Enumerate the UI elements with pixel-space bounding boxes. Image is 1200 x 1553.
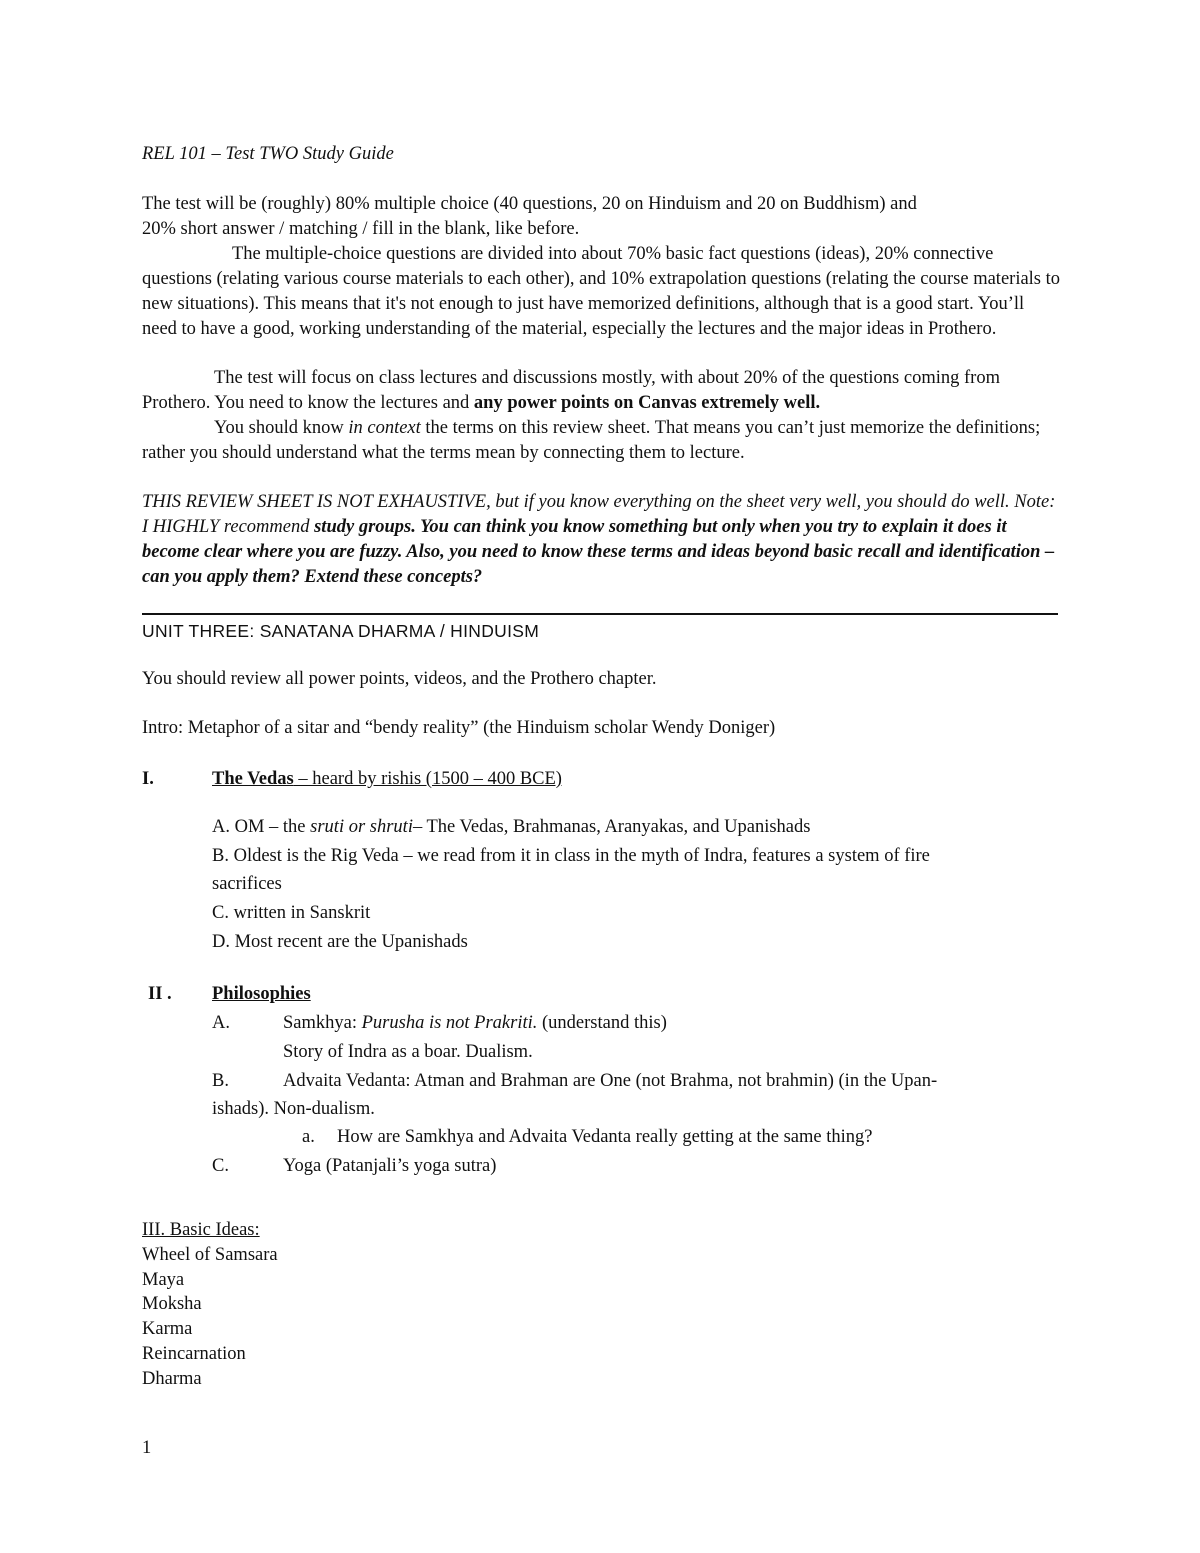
intro-metaphor: Intro: Metaphor of a sitar and “bendy reality” (the Hinduism scholar Wendy Doniger) — [142, 718, 776, 738]
warning-bold-text: study groups. You can think you know something but only when you try to explain it does it become clear where you are fuzzy. Also, you need to know these terms and ideas beyond basic recall and identification – can you apply them? Extend these concepts? — [142, 517, 1055, 587]
para3-italic: in context — [348, 418, 421, 438]
section-2-title: Philosophies — [212, 984, 311, 1004]
section-2-numeral: II . — [148, 984, 172, 1004]
section-divider — [142, 613, 1058, 615]
section-1-subtitle: – heard by rishis (1500 – 400 BCE) — [293, 769, 562, 789]
section-1-title: The Vedas — [212, 769, 294, 789]
item-a-pre: A. OM – the — [212, 817, 311, 837]
item-a-post: – The Vedas, Brahmanas, Aranyakas, and Upanishads — [412, 817, 811, 837]
section-2-item-b: Advaita Vedanta: Atman and Brahman are One (not Brahma, not brahmin) (in the Upan- — [283, 1071, 938, 1091]
section-1-heading — [142, 767, 562, 792]
section-2-item-a-line2: Story of Indra as a boar. Dualism. — [283, 1042, 533, 1062]
basic-idea-item: Wheel of Samsara — [142, 1245, 278, 1265]
section-1-item-c: C. written in Sanskrit — [212, 903, 371, 923]
para3-text-a: You should know — [214, 418, 349, 438]
review-note: You should review all power points, videos, and the Prothero chapter. — [142, 669, 657, 689]
section-1-item-d: D. Most recent are the Upanishads — [212, 932, 468, 952]
section-2-item-b-label: B. — [212, 1071, 229, 1091]
paragraph-focus — [142, 366, 1062, 416]
basic-idea-item: Dharma — [142, 1369, 202, 1389]
item-a-italic: sruti or shruti — [310, 817, 413, 837]
section-2-item-b-line2: ishads). Non-dualism. — [212, 1099, 375, 1119]
section-2-sub-a-label: a. — [302, 1127, 315, 1147]
section-1-numeral: I. — [142, 769, 154, 789]
unit-heading: UNIT THREE: SANATANA DHARMA / HINDUISM — [142, 621, 540, 641]
para3-text-c: the terms on this review sheet. That means you can’t just memorize the definitions; rather you should understand what the terms mean by connecting them to lecture. — [142, 418, 1041, 463]
paragraph-question-types — [142, 242, 1062, 342]
warning-paragraph — [142, 490, 1062, 590]
basic-idea-item: Reincarnation — [142, 1344, 246, 1364]
section-2-item-c-label: C. — [212, 1156, 229, 1176]
paragraph-context — [142, 416, 1062, 466]
section-2-sub-a: How are Samkhya and Advaita Vedanta really getting at the same thing? — [337, 1127, 873, 1147]
item-2a-post: (understand this) — [537, 1013, 667, 1033]
para2-bold: any power points on Canvas extremely well. — [473, 393, 821, 413]
warning-text: THIS REVIEW SHEET IS NOT EXHAUSTIVE, but if you know everything on the sheet very well, you should do well. Note: I HIGHLY recommend — [142, 492, 1056, 537]
intro-line-2: 20% short answer / matching / fill in the blank, like before. — [142, 219, 580, 239]
basic-idea-item: Maya — [142, 1270, 185, 1290]
item-2a-italic: Purusha is not Prakriti. — [361, 1013, 538, 1033]
basic-idea-item: Karma — [142, 1319, 193, 1339]
document-title: REL 101 – Test TWO Study Guide — [142, 144, 394, 164]
section-2-heading — [148, 982, 311, 1007]
section-2-item-a-label: A. — [212, 1013, 230, 1033]
intro-line-1: The test will be (roughly) 80% multiple choice (40 questions, 20 on Hinduism and 20 on Buddhism) and — [142, 194, 917, 214]
section-2-item-a — [283, 1011, 667, 1036]
section-3-heading: III. Basic Ideas: — [142, 1220, 260, 1240]
section-1-item-a — [212, 815, 810, 840]
section-1-item-b: B. Oldest is the Rig Veda – we read from it in class in the myth of Indra, features a system of fire — [212, 846, 930, 866]
section-2-item-c: Yoga (Patanjali’s yoga sutra) — [283, 1156, 497, 1176]
para1-text: The multiple-choice questions are divided into about 70% basic fact questions (ideas), 20% connective questions (relating various course materials to each other), and 10% extrapolation questions (relating the course materials to new situations). This means that it's not enough to just have memorized definitions, although that is a good start. You’ll need to have a good, working understanding of the material, especially the lectures and the major ideas in Prothero. — [142, 244, 1061, 339]
section-1-item-b-cont: sacrifices — [212, 874, 282, 894]
page-number: 1 — [142, 1438, 152, 1458]
item-2a-pre: Samkhya: — [283, 1013, 362, 1033]
para2-text: The test will focus on class lectures and discussions mostly, with about 20% of the questions coming from Prothero. You need to know the lectures and — [142, 368, 1000, 413]
basic-idea-item: Moksha — [142, 1294, 202, 1314]
